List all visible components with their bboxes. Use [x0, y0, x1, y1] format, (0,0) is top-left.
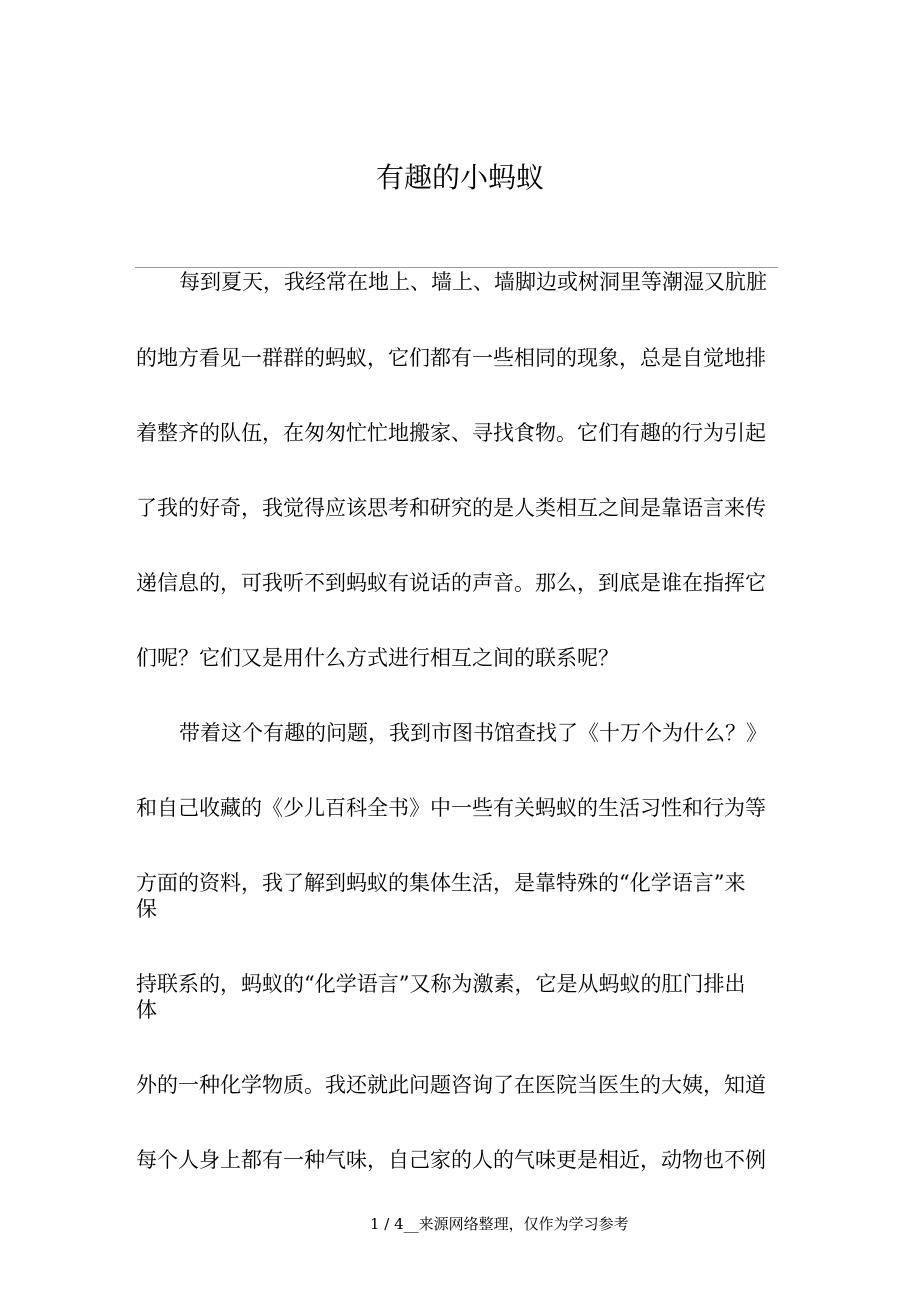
paragraph-line: 持联系的，蚂蚁的“化学语言”又称为激素，它是从蚂蚁的肛门排出: [136, 972, 746, 996]
paragraph-line: 每个人身上都有一种气味，自己家的人的气味更是相近，动物也不例: [136, 1148, 766, 1172]
paragraph-line: 的地方看见一群群的蚂蚁，它们都有一些相同的现象，总是自觉地排: [136, 346, 766, 370]
paragraph-line: 们呢？它们又是用什么方式进行相互之间的联系呢？: [136, 646, 619, 670]
paragraph-line: 体: [136, 998, 157, 1022]
paragraph-line: 方面的资料，我了解到蚂蚁的集体生活，是靠特殊的“化学语言”来: [136, 871, 746, 895]
paragraph-line: 每到夏天，我经常在地上、墙上、墙脚边或树洞里等潮湿又肮脏: [179, 270, 767, 294]
page-footer: 1 / 4__来源网络整理，仅作为学习参考: [370, 1215, 629, 1233]
paragraph-line: 外的一种化学物质。我还就此问题咨询了在医院当医生的大姨，知道: [136, 1073, 766, 1097]
paragraph-line: 着整齐的队伍，在匆匆忙忙地搬家、寻找食物。它们有趣的行为引起: [136, 421, 766, 445]
page-title: 有趣的小蚂蚁: [375, 161, 544, 194]
paragraph-line: 带着这个有趣的问题，我到市图书馆查找了《十万个为什么？》: [179, 721, 767, 745]
paragraph-line: 保: [136, 897, 157, 921]
paragraph-line: 递信息的，可我听不到蚂蚁有说话的声音。那么，到底是谁在指挥它: [136, 571, 766, 595]
paragraph-line: 和自己收藏的《少儿百科全书》中一些有关蚂蚁的生活习性和行为等: [136, 796, 766, 820]
paragraph-line: 了我的好奇，我觉得应该思考和研究的是人类相互之间是靠语言来传: [136, 496, 766, 520]
